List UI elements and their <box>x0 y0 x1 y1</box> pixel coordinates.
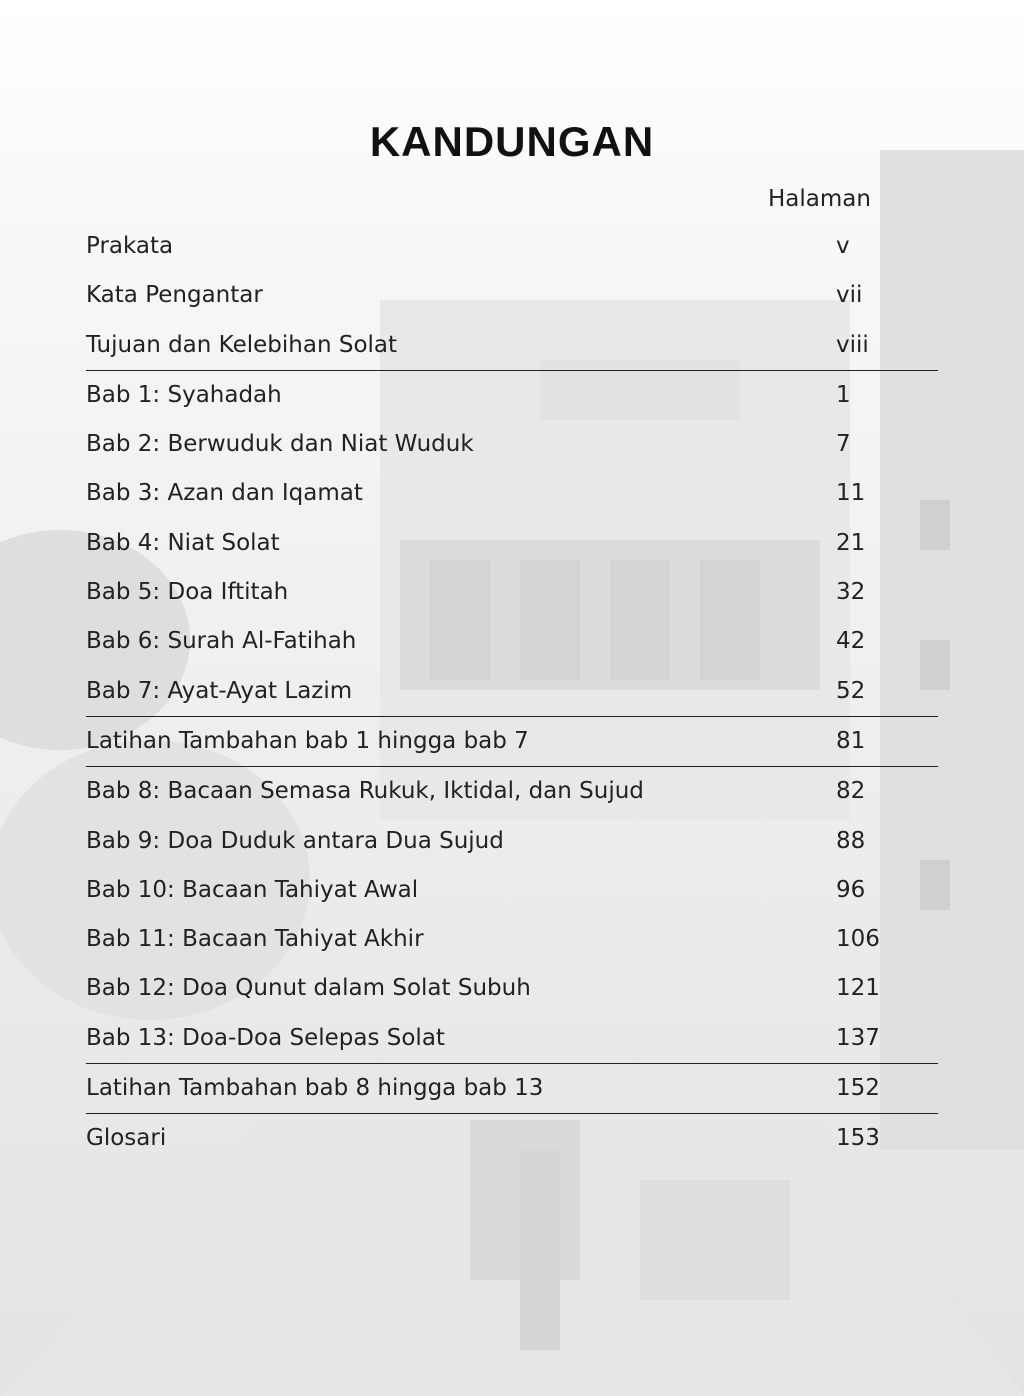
toc-entry-page: viii <box>836 331 869 358</box>
toc-entry-page: 152 <box>836 1075 880 1102</box>
toc-entry-page: 11 <box>836 480 866 507</box>
toc-entry-page: 137 <box>836 1024 880 1051</box>
toc-row[interactable] <box>86 964 938 1013</box>
toc-entry-page: 1 <box>836 381 851 408</box>
toc-entry-title: Bab 3: Azan dan Iqamat <box>86 480 363 507</box>
toc-entry-page: 52 <box>836 677 866 704</box>
toc-entry-title: Tujuan dan Kelebihan Solat <box>86 331 398 358</box>
toc-entry-page: 153 <box>836 1125 880 1152</box>
toc-entry-page: 21 <box>836 529 866 556</box>
page-title: KANDUNGAN <box>369 118 655 165</box>
toc-entry-title: Bab 2: Berwuduk dan Niat Wuduk <box>86 431 474 458</box>
toc-entry-page: 96 <box>836 876 866 903</box>
toc-row[interactable] <box>86 271 938 320</box>
toc-row[interactable] <box>86 568 938 617</box>
toc-row[interactable] <box>86 1014 938 1063</box>
toc-row[interactable] <box>86 617 938 666</box>
toc-entry-title: Latihan Tambahan bab 8 hingga bab 13 <box>86 1075 544 1102</box>
toc-row[interactable] <box>86 1114 938 1163</box>
toc-entry-title: Bab 8: Bacaan Semasa Rukuk, Iktidal, dan Sujud <box>86 778 644 805</box>
toc-row[interactable] <box>86 915 938 964</box>
toc-entry-title: Bab 11: Bacaan Tahiyat Akhir <box>86 926 424 953</box>
toc-row[interactable] <box>86 222 938 271</box>
toc-entry-page: 82 <box>836 778 866 805</box>
toc-row[interactable] <box>86 717 938 766</box>
toc-row[interactable] <box>86 321 938 370</box>
toc-row[interactable] <box>86 767 938 816</box>
toc-entry-title: Latihan Tambahan bab 1 hingga bab 7 <box>86 727 529 754</box>
toc-entry-page: 42 <box>836 628 866 655</box>
toc-row[interactable] <box>86 469 938 518</box>
toc-row[interactable] <box>86 817 938 866</box>
toc-entry-title: Bab 12: Doa Qunut dalam Solat Subuh <box>86 975 531 1002</box>
toc-entry-title: Bab 5: Doa Iftitah <box>86 579 289 606</box>
toc-entry-page: 32 <box>836 579 866 606</box>
toc-row[interactable] <box>86 420 938 469</box>
toc-entry-title: Bab 6: Surah Al-Fatihah <box>86 628 357 655</box>
toc-entry-title: Bab 7: Ayat-Ayat Lazim <box>86 677 353 704</box>
toc-entry-title: Glosari <box>86 1125 167 1152</box>
toc-row[interactable] <box>86 667 938 716</box>
toc-entry-title: Bab 10: Bacaan Tahiyat Awal <box>86 876 419 903</box>
toc-list <box>86 222 938 1164</box>
toc-entry-page: 88 <box>836 827 866 854</box>
toc-entry-page: vii <box>836 282 863 309</box>
toc-row[interactable] <box>86 866 938 915</box>
toc-entry-page: 81 <box>836 727 866 754</box>
toc-row[interactable] <box>86 519 938 568</box>
toc-entry-title: Bab 9: Doa Duduk antara Dua Sujud <box>86 827 504 854</box>
toc-entry-title: Bab 1: Syahadah <box>86 381 282 408</box>
toc-row[interactable] <box>86 371 938 420</box>
toc-entry-title: Bab 4: Niat Solat <box>86 529 280 556</box>
toc-entry-page: v <box>836 233 850 259</box>
page-column-header: Halaman <box>768 186 871 212</box>
toc-entry-page: 121 <box>836 975 880 1002</box>
toc-entry-page: 106 <box>836 926 880 953</box>
toc-entry-title: Kata Pengantar <box>86 282 263 309</box>
toc-entry-title: Bab 13: Doa-Doa Selepas Solat <box>86 1024 445 1051</box>
toc-entry-title: Prakata <box>86 233 174 259</box>
toc-entry-page: 7 <box>836 431 851 458</box>
toc-row[interactable] <box>86 1064 938 1113</box>
